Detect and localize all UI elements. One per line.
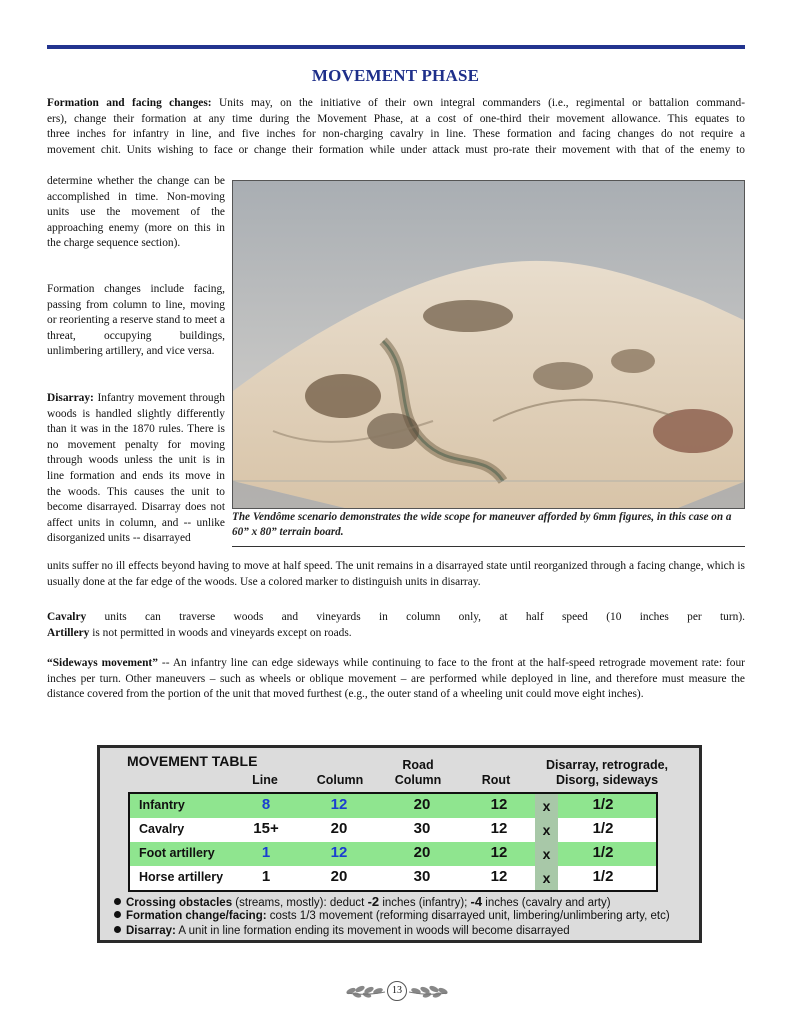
cell-road: 20: [413, 796, 431, 813]
formation-line-4: movement chit. Units wishing to face or change their formation while under attack must pro-rate their movement with that of the enemy to: [47, 143, 745, 156]
cell-road: 20: [413, 844, 431, 861]
header-road-column: Column: [394, 773, 442, 787]
row-label: Foot artillery: [139, 846, 215, 860]
cell-disarray: 1/2: [592, 844, 614, 861]
formation-changes-paragraph: Formation changes include facing, passing from column to line, moving or reorienting a reserve stand to meet a threat, occupying buildings, unlimbering artillery, and vice versa.: [47, 283, 225, 358]
cell-x: x: [535, 866, 558, 890]
cell-x: x: [535, 818, 558, 842]
header-line: Line: [252, 773, 278, 787]
row-label: Horse artillery: [139, 870, 224, 884]
formation-lead: Formation and facing changes:: [47, 97, 212, 109]
formation-paragraph: [47, 96, 745, 158]
note-disarray: Disarray: A unit in line formation ending its movement in woods will become disarrayed: [114, 925, 570, 937]
movement-table-title: MOVEMENT TABLE: [127, 753, 258, 769]
cell-disarray: 1/2: [592, 868, 614, 885]
cavalry-lead: Cavalry: [47, 611, 87, 623]
top-rule: [47, 45, 745, 49]
movement-table-grid: [128, 792, 658, 892]
sideways-lead: “Sideways movement”: [47, 657, 158, 669]
bullet-icon: [114, 926, 121, 933]
cell-rout: 12: [490, 844, 508, 861]
cavalry-line: Cavalry units can traverse woods and vineyards in column only, at half speed (10 inches per turn).: [47, 611, 745, 623]
photo-caption: The Vendôme scenario demonstrates the wide scope for maneuver afforded by 6mm figures, in this case on a 60” x 80” terrain board.: [232, 511, 732, 538]
cell-column: 20: [330, 820, 348, 837]
header-rout: Rout: [481, 773, 511, 787]
cell-x: x: [535, 842, 558, 866]
table-row: [130, 842, 656, 866]
terrain-board-photo: [232, 180, 745, 509]
caption-rule: [232, 546, 745, 547]
table-row: [130, 794, 656, 818]
header-disorg: Disorg, sideways: [555, 773, 659, 787]
cell-column: 20: [330, 868, 348, 885]
disarray-paragraph: Disarray: Infantry movement through woods is handled slightly differently than it was in the 1870 rules. There is no movement penalty for moving through woods unless the unit is in line formation and ends its move in the woods. This causes the unit to become disarrayed. Disarray does not affect units in column, and -- unlike disorganized units -- disarrayed: [47, 392, 225, 545]
formation-line-1: Formation and facing changes: Units may, on the initiative of their own integral commanders (i.e., regimental or battalion command-: [47, 97, 745, 109]
table-row: [130, 866, 656, 890]
disarray-continuation: units suffer no ill effects beyond having to move at half speed. The unit remains in a disarrayed state until reorganized through a facing change, which is usually done at the far edge of the woods. Use a colored marker to distinguish units in disarray.: [47, 560, 745, 588]
cell-column: 12: [330, 844, 348, 861]
bullet-icon: [114, 898, 121, 905]
artillery-line: Artillery is not permitted in woods and vineyards except on roads.: [47, 626, 352, 639]
row-label: Infantry: [139, 798, 185, 812]
cell-rout: 12: [490, 868, 508, 885]
header-road: Road: [402, 758, 434, 772]
disarray-lead: Disarray:: [47, 392, 94, 404]
header-column: Column: [316, 773, 364, 787]
note-crossing-obstacles: Crossing obstacles (streams, mostly): deduct -2 inches (infantry); -4 inches (cavalry and arty): [114, 894, 611, 909]
table-row: [130, 818, 656, 842]
page-number: 13: [387, 981, 407, 1001]
cell-rout: 12: [490, 796, 508, 813]
cell-road: 30: [413, 868, 431, 885]
note-formation-change: Formation change/facing: costs 1/3 movement (reforming disarrayed unit, limbering/unlimbering arty, etc): [114, 910, 670, 922]
formation-line-2: ers), change their formation at any time during the Movement Phase, at a cost of one-third their movement allowance. This equates to: [47, 112, 745, 125]
artillery-lead: Artillery: [47, 626, 90, 639]
page-title: MOVEMENT PHASE: [311, 66, 480, 85]
cell-column: 12: [330, 796, 348, 813]
page-number-ornament: [343, 980, 451, 1002]
sideways-paragraph: “Sideways movement” -- An infantry line can edge sideways while continuing to face to the front at the half-speed retrograde movement rate: four inches per turn. Other maneuvers – such as wheels or oblique movement – are performed while deployed in line, and therefore must measure the distance covered from the portion of the unit that moved furthest (e.g., the outer stand of a wheeling unit could move eight inches).: [47, 657, 745, 701]
header-disarray: Disarray, retrograde,: [545, 758, 669, 772]
formation-column-text: determine whether the change can be accomplished in time. Non-moving units use the movement of the approaching enemy (more on this in the charge sequence section).: [47, 175, 225, 250]
cell-line: 1: [261, 868, 271, 885]
cavalry-paragraph: [47, 610, 745, 641]
cell-disarray: 1/2: [592, 796, 614, 813]
cell-line: 15+: [253, 820, 279, 837]
bullet-icon: [114, 911, 121, 918]
cell-disarray: 1/2: [592, 820, 614, 837]
movement-table: [97, 745, 702, 943]
formation-line-3: three inches for infantry in line, and five inches for non-charging cavalry in line. These formation and facing changes do not require a: [47, 128, 745, 141]
cell-road: 30: [413, 820, 431, 837]
cell-rout: 12: [490, 820, 508, 837]
cell-line: 8: [261, 796, 271, 813]
cell-x: x: [535, 794, 558, 818]
row-label: Cavalry: [139, 822, 185, 836]
cell-line: 1: [261, 844, 271, 861]
